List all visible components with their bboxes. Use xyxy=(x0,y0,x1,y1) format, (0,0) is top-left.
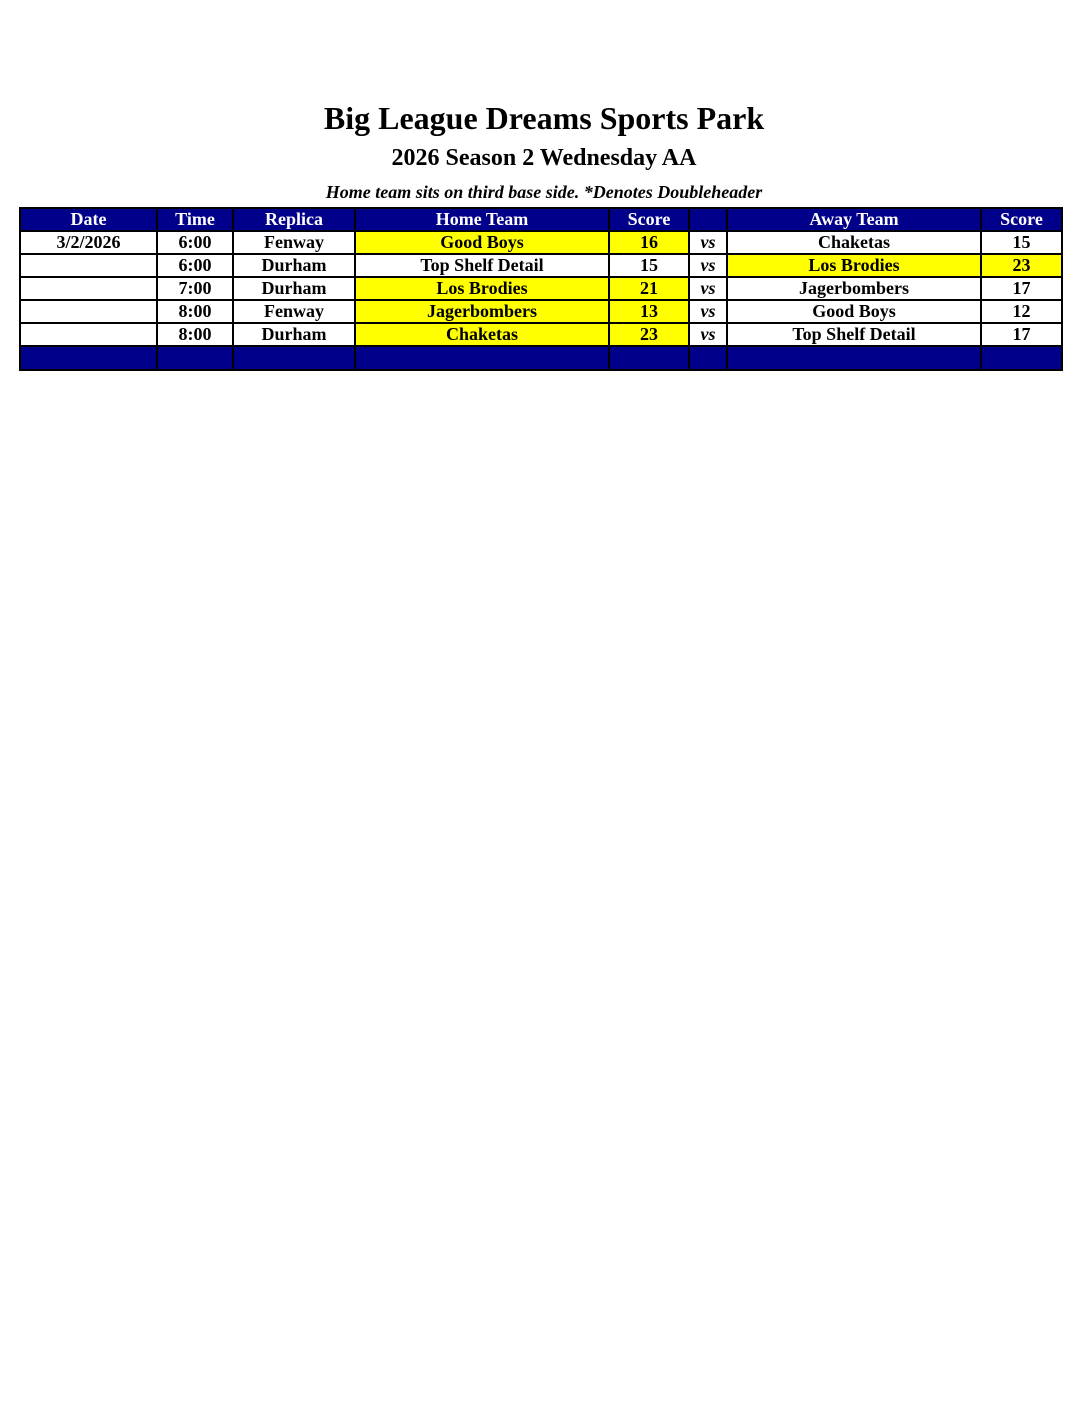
away-team-cell: Jagerbombers xyxy=(727,277,981,300)
replica-cell: Durham xyxy=(233,323,355,346)
header-row xyxy=(20,208,1062,231)
page-subtitle: 2026 Season 2 Wednesday AA xyxy=(391,145,697,171)
col-date-header: Date xyxy=(20,208,157,231)
table-row xyxy=(20,254,1062,277)
home-team-cell: Jagerbombers xyxy=(355,300,609,323)
table-row xyxy=(20,277,1062,300)
vs-cell: vs xyxy=(689,277,727,300)
time-cell: 8:00 xyxy=(157,300,233,323)
time-cell: 6:00 xyxy=(157,231,233,254)
replica-cell: Fenway xyxy=(233,231,355,254)
away-score-cell: 23 xyxy=(981,254,1062,277)
replica-cell: Durham xyxy=(233,277,355,300)
table-row xyxy=(20,323,1062,346)
home-team-cell: Top Shelf Detail xyxy=(355,254,609,277)
col-vs-header xyxy=(689,208,727,231)
page-title: Big League Dreams Sports Park xyxy=(323,100,765,136)
home-team-cell: Los Brodies xyxy=(355,277,609,300)
home-score-cell: 21 xyxy=(609,277,689,300)
away-team-cell: Los Brodies xyxy=(727,254,981,277)
col-away-score-header: Score xyxy=(981,208,1062,231)
col-home-team-header: Home Team xyxy=(355,208,609,231)
date-cell xyxy=(20,323,157,346)
home-score-cell: 13 xyxy=(609,300,689,323)
date-cell: 3/2/2026 xyxy=(20,231,157,254)
time-cell: 8:00 xyxy=(157,323,233,346)
footer-band-cell xyxy=(157,346,233,370)
date-cell xyxy=(20,300,157,323)
col-away-team-header: Away Team xyxy=(727,208,981,231)
schedule-table xyxy=(19,207,1063,371)
away-team-cell: Chaketas xyxy=(727,231,981,254)
footer-band-cell xyxy=(981,346,1062,370)
col-replica-header: Replica xyxy=(233,208,355,231)
time-cell: 6:00 xyxy=(157,254,233,277)
away-score-cell: 12 xyxy=(981,300,1062,323)
home-score-cell: 15 xyxy=(609,254,689,277)
vs-cell: vs xyxy=(689,231,727,254)
doubleheader-note: Home team sits on third base side. *Denotes Doubleheader xyxy=(325,182,763,202)
home-score-cell: 16 xyxy=(609,231,689,254)
away-score-cell: 17 xyxy=(981,323,1062,346)
footer-band-cell xyxy=(609,346,689,370)
footer-band-cell xyxy=(727,346,981,370)
table-row xyxy=(20,300,1062,323)
footer-band-cell xyxy=(689,346,727,370)
footer-band-cell xyxy=(20,346,157,370)
vs-cell: vs xyxy=(689,300,727,323)
date-cell xyxy=(20,254,157,277)
away-score-cell: 17 xyxy=(981,277,1062,300)
footer-band-cell xyxy=(233,346,355,370)
col-home-score-header: Score xyxy=(609,208,689,231)
replica-cell: Fenway xyxy=(233,300,355,323)
away-team-cell: Good Boys xyxy=(727,300,981,323)
vs-cell: vs xyxy=(689,323,727,346)
table-row xyxy=(20,231,1062,254)
home-team-cell: Chaketas xyxy=(355,323,609,346)
away-score-cell: 15 xyxy=(981,231,1062,254)
home-team-cell: Good Boys xyxy=(355,231,609,254)
replica-cell: Durham xyxy=(233,254,355,277)
away-team-cell: Top Shelf Detail xyxy=(727,323,981,346)
col-time-header: Time xyxy=(157,208,233,231)
home-score-cell: 23 xyxy=(609,323,689,346)
date-cell xyxy=(20,277,157,300)
vs-cell: vs xyxy=(689,254,727,277)
footer-band-cell xyxy=(355,346,609,370)
time-cell: 7:00 xyxy=(157,277,233,300)
footer-band-row xyxy=(20,346,1062,370)
